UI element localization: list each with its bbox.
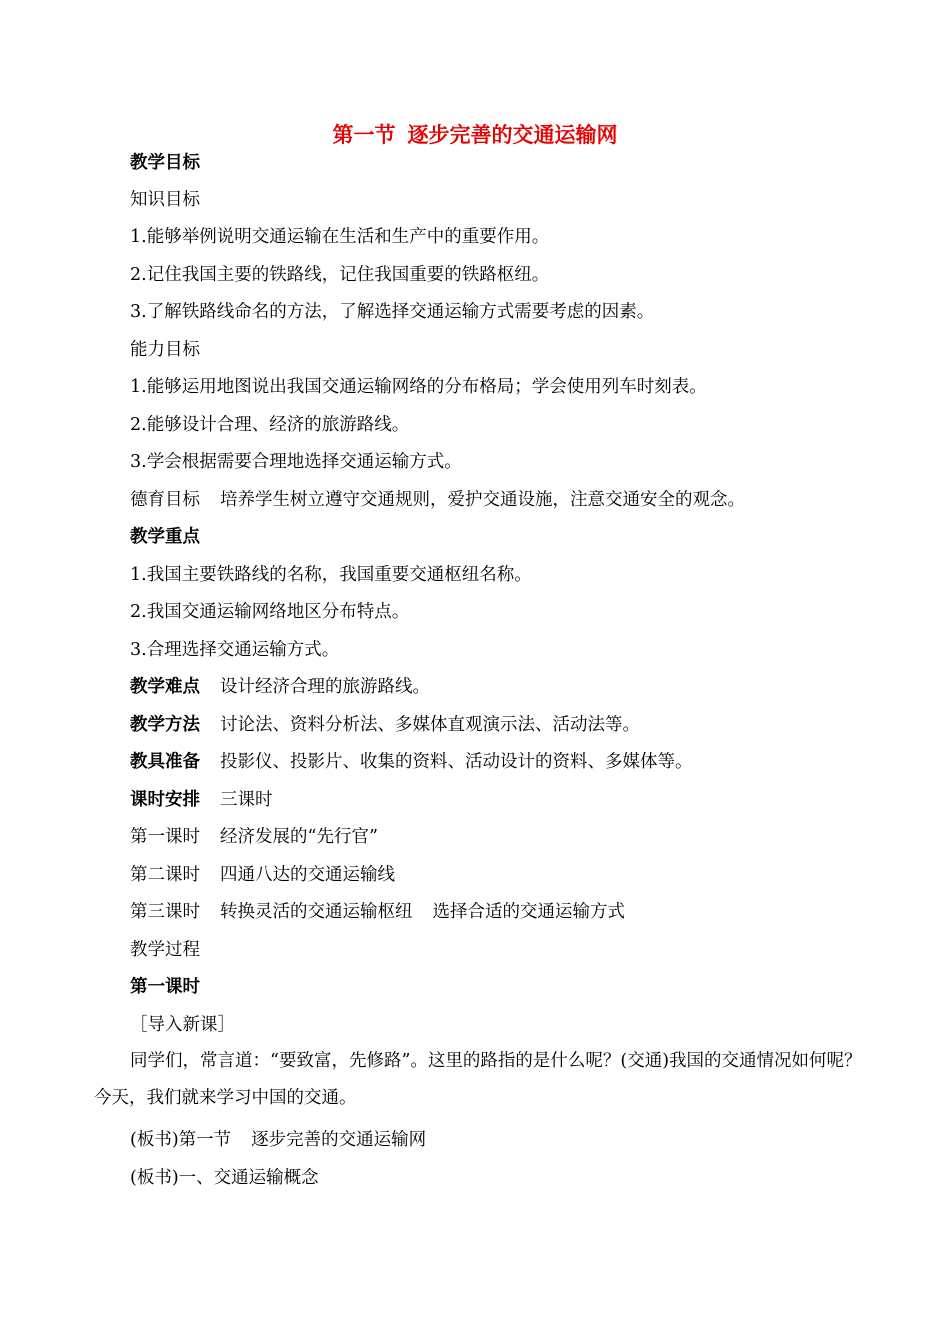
knowledge-heading: 知识目标 bbox=[130, 190, 200, 210]
lesson-text-2: 选择合适的交通运输方式 bbox=[432, 902, 625, 922]
knowledge-item: 2.记住我国主要的铁路线，记住我国重要的铁路枢纽。 bbox=[130, 265, 550, 285]
schedule-label: 课时安排 bbox=[130, 790, 200, 810]
methods-row bbox=[130, 712, 640, 738]
knowledge-item: 1.能够举例说明交通运输在生活和生产中的重要作用。 bbox=[130, 227, 550, 247]
moral-goal bbox=[130, 487, 745, 513]
lesson-text: 转换灵活的交通运输枢纽 bbox=[220, 902, 413, 922]
lesson-row bbox=[130, 824, 378, 850]
board-title: 逐步完善的交通运输网 bbox=[251, 1130, 427, 1150]
lesson-label: 第二课时 bbox=[130, 865, 200, 885]
title-section: 第一节 bbox=[332, 123, 396, 147]
tools-text: 投影仪、投影片、收集的资料、活动设计的资料、多媒体等。 bbox=[220, 752, 693, 772]
board-prefix: (板书)第一节 bbox=[130, 1130, 232, 1150]
tools-label: 教具准备 bbox=[130, 752, 200, 772]
methods-label: 教学方法 bbox=[130, 715, 200, 735]
page-title bbox=[0, 120, 950, 150]
ability-heading: 能力目标 bbox=[130, 340, 200, 360]
lesson-label: 第一课时 bbox=[130, 827, 200, 847]
keypoints-heading: 教学重点 bbox=[130, 527, 200, 547]
keypoint-item: 1.我国主要铁路线的名称，我国重要交通枢纽名称。 bbox=[130, 565, 532, 585]
ability-item: 3.学会根据需要合理地选择交通运输方式。 bbox=[130, 452, 462, 472]
keypoint-item: 2.我国交通运输网络地区分布特点。 bbox=[130, 602, 410, 622]
goals-heading: 教学目标 bbox=[130, 153, 200, 173]
lesson-row bbox=[130, 862, 395, 888]
moral-text: 培养学生树立遵守交通规则，爱护交通设施，注意交通安全的观念。 bbox=[220, 490, 745, 510]
ability-item: 2.能够设计合理、经济的旅游路线。 bbox=[130, 415, 410, 435]
intro-paragraph: 同学们，常言道：“要致富，先修路”。这里的路指的是什么呢？(交通)我国的交通情况如何呢？今天，我们就来学习中国的交通。 bbox=[94, 1051, 862, 1108]
keypoint-item: 3.合理选择交通运输方式。 bbox=[130, 640, 340, 660]
moral-label: 德育目标 bbox=[130, 490, 200, 510]
lesson-text: 四通八达的交通运输线 bbox=[220, 865, 395, 885]
lesson-row bbox=[130, 899, 625, 925]
tools-row bbox=[130, 749, 693, 775]
board-line-2: (板书)一、交通运输概念 bbox=[130, 1168, 319, 1188]
lesson1-heading: 第一课时 bbox=[130, 977, 200, 997]
title-text: 逐步完善的交通运输网 bbox=[407, 123, 618, 147]
schedule-row bbox=[130, 787, 273, 813]
difficulty-row bbox=[130, 674, 430, 700]
lesson-label: 第三课时 bbox=[130, 902, 200, 922]
process-heading: 教学过程 bbox=[130, 940, 200, 960]
difficulty-label: 教学难点 bbox=[130, 677, 200, 697]
schedule-text: 三课时 bbox=[220, 790, 273, 810]
methods-text: 讨论法、资料分析法、多媒体直观演示法、活动法等。 bbox=[220, 715, 640, 735]
difficulty-text: 设计经济合理的旅游路线。 bbox=[220, 677, 430, 697]
ability-item: 1.能够运用地图说出我国交通运输网络的分布格局；学会使用列车时刻表。 bbox=[130, 377, 707, 397]
board-line-1 bbox=[130, 1127, 426, 1153]
lesson-text: 经济发展的“先行官” bbox=[220, 827, 378, 847]
intro-label: ［导入新课］ bbox=[130, 1015, 235, 1035]
knowledge-item: 3.了解铁路线命名的方法，了解选择交通运输方式需要考虑的因素。 bbox=[130, 302, 655, 322]
